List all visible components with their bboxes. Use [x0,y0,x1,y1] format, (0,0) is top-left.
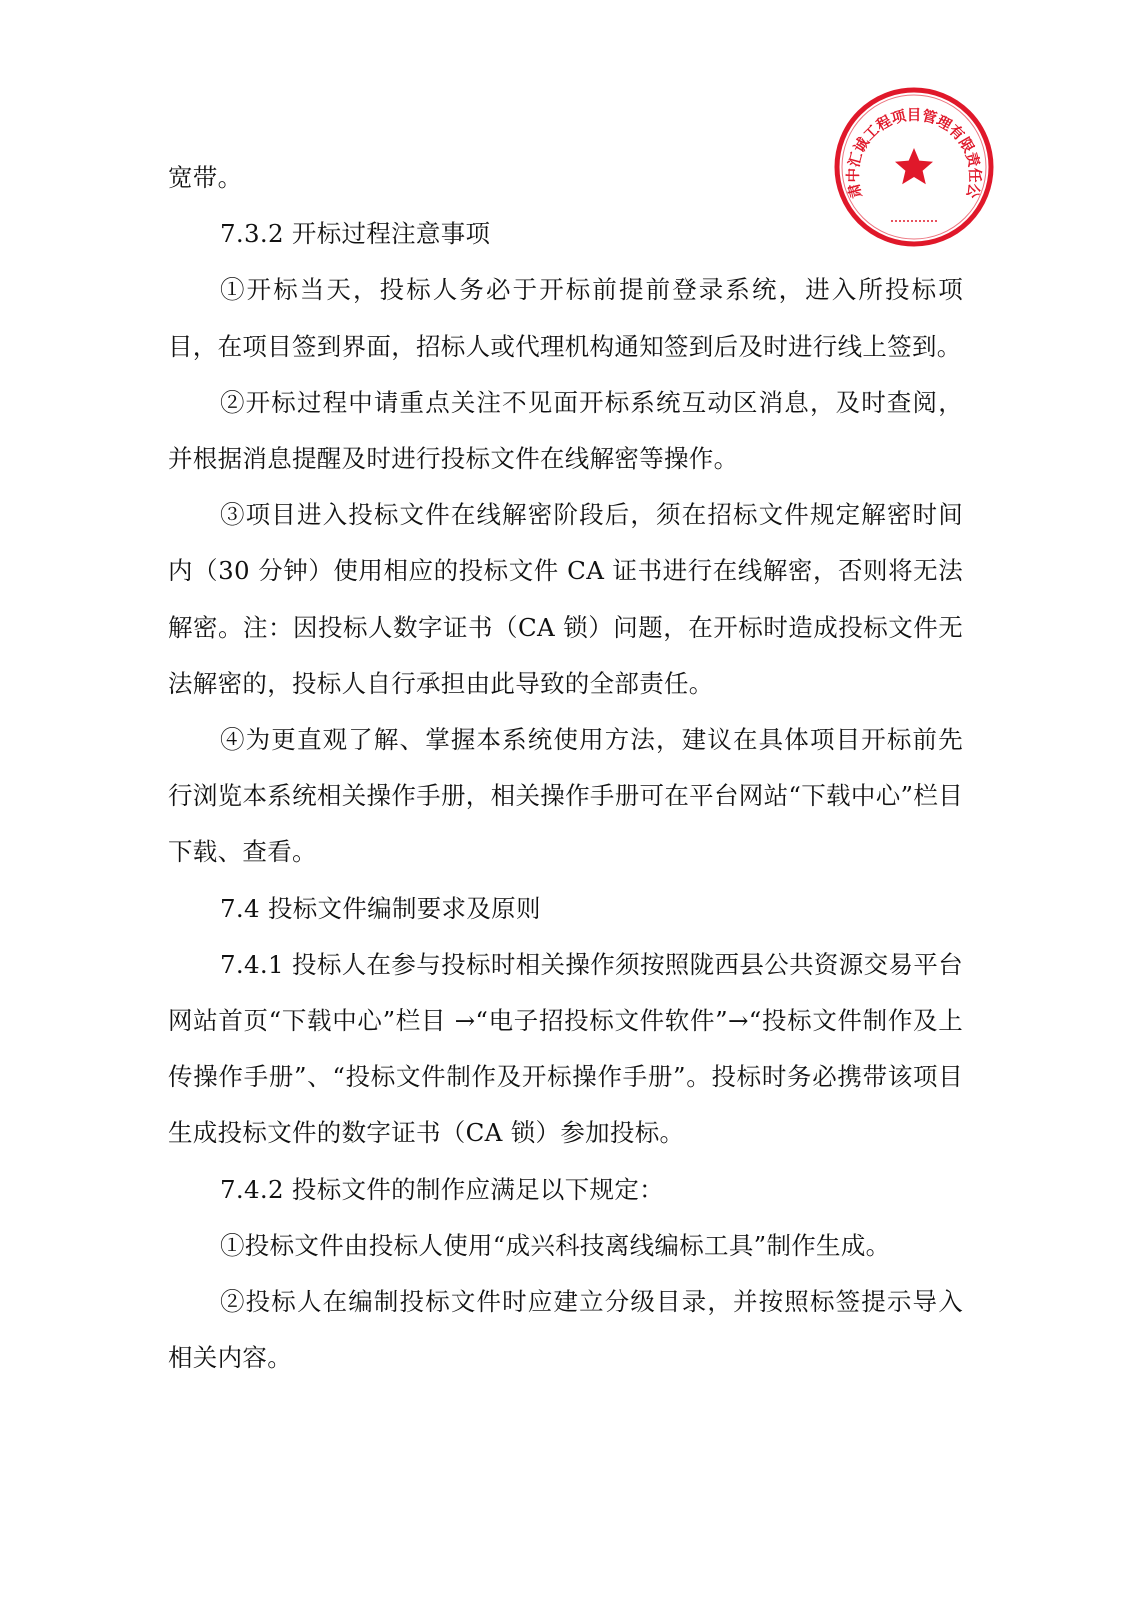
paragraph: 7.4.2 投标文件的制作应满足以下规定： [220,1174,664,1204]
seal-text: 肃中汇诚工程项目管理有限责任公 [845,107,983,200]
star-icon [895,148,933,184]
paragraph: 7.3.2 开标过程注意事项 [220,219,491,249]
paragraph: ④为更直观了解、掌握本系统使用方法，建议在具体项目开标前先行浏览本系统相关操作手册，相关操作手册可在平台网站“下载中心”栏目下载、查看。 [168,725,963,867]
paragraph: ②开标过程中请重点关注不见面开标系统互动区消息，及时查阅，并根据消息提醒及时进行投标文件在线解密等操作。 [168,387,963,474]
paragraph: ①开标当天，投标人务必于开标前提前登录系统，进入所投标项目，在项目签到界面，招标人或代理机构通知签到后及时进行线上签到。 [168,275,963,361]
body-text [168,150,963,1386]
paragraph: 7.4 投标文件编制要求及原则 [220,893,541,923]
paragraph: 宽带。 [168,163,243,192]
paragraph: 7.4.1 投标人在参与投标时相关操作须按照陇西县公共资源交易平台网站首页“下载中心”栏目 →“电子招投标文件软件”→“投标文件制作及上传操作手册”、“投标文件制作及开标操作手册”。投标时务必携带该项目生成投标文件的数字证书（CA 锁）参加投标。 [168,949,963,1148]
paragraph: ③项目进入投标文件在线解密阶段后，须在招标文件规定解密时间内（30 分钟）使用相应的投标文件 CA 证书进行在线解密，否则将无法解密。注：因投标人数字证书（CA 锁）问题，在开标时造成投标文件无法解密的，投标人自行承担由此导致的全部责任。 [168,500,963,698]
seal-graphic [833,86,995,248]
paragraph: ①投标文件由投标人使用“成兴科技离线编标工具”制作生成。 [220,1230,891,1260]
company-seal [833,86,995,248]
paragraph: ②投标人在编制投标文件时应建立分级目录，并按照标签提示导入相关内容。 [168,1287,963,1373]
